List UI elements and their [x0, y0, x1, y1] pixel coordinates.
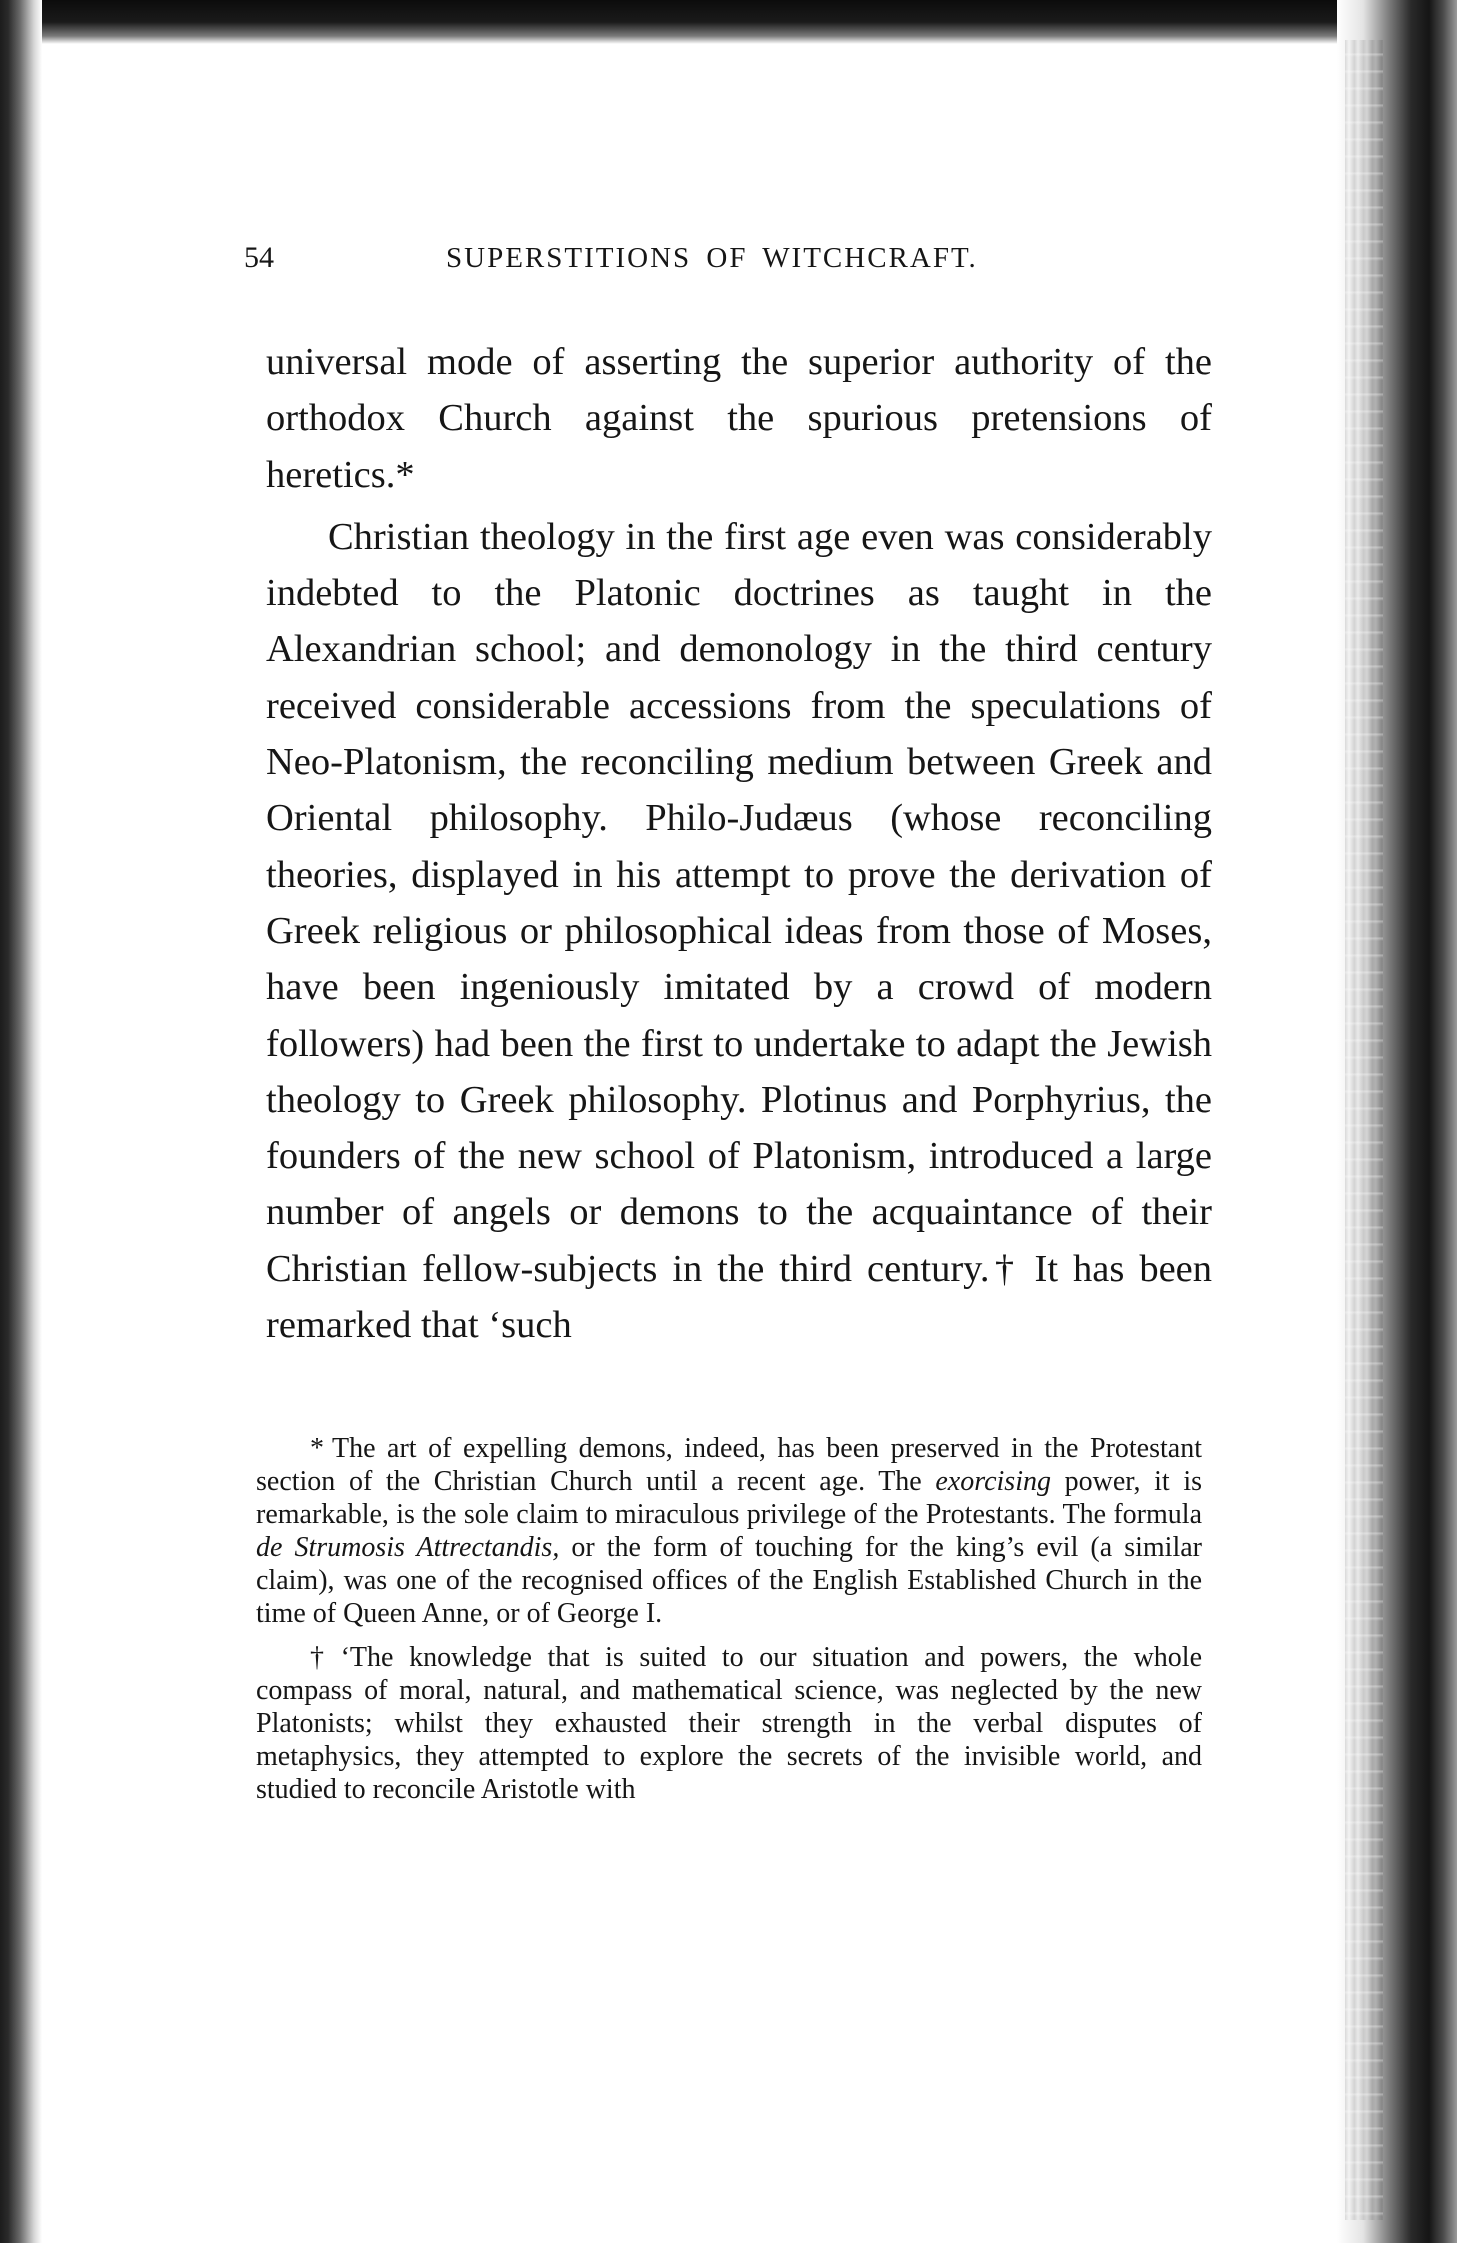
footnote-mark-dagger: † — [310, 1642, 333, 1673]
footnote-italic-term: exorcising — [935, 1466, 1051, 1497]
footnotes — [256, 1432, 1202, 1806]
footnote-dagger — [256, 1641, 1202, 1806]
footnote-text: ‘The knowledge that is suited to our situation and powers, the whole compass of moral, natural, and mathematical science, was neglected by the new Platonists; whilst they exhausted their strength in the verbal disputes of metaphysics, they attempted to explore the secrets of the invisible world, and studied to reconcile Aristotle with — [256, 1642, 1203, 1805]
footnote-text: power, it is remarkable, is the sole claim to miraculous privilege of the Protestants. The formula — [256, 1466, 1202, 1530]
running-title: SUPERSTITIONS OF WITCHCRAFT. — [446, 242, 978, 274]
running-head — [244, 238, 1206, 278]
footnote-italic-formula: de Strumosis Attrectandis, — [256, 1532, 560, 1563]
footnote-mark-asterisk: * — [310, 1433, 324, 1464]
footnote-text: or the form of touching for the king’s evil (a similar claim), was one of the recognised offices of the English Established Church in the time of Queen Anne, or of George I. — [256, 1532, 1202, 1629]
paragraph-continued: universal mode of asserting the superior authority of the orthodox Church against the spurious pretensions of heretics.* — [266, 341, 1212, 496]
paragraph-neo-platonism: Christian theology in the first age even was considerably indebted to the Platonic doctrines as taught in the Alexandrian school; and demonology in the third century received considerable accessions from the speculations of Neo-Platonism, the reconciling medium between Greek and Oriental philosophy. Philo-Judæus (whose reconciling theories, displayed in his attempt to prove the derivation of Greek religious or philosophical ideas from those of Moses, have been ingeniously imitated by a crowd of modern followers) had been the first to undertake to adapt the Jewish theology to Greek philosophy. Plotinus and Porphyrius, the founders of the new school of Platonism, introduced a large number of angels or demons to the acquaintance of their Christian fellow-subjects in the third century.† It has been remarked that ‘such — [266, 515, 1212, 1347]
page-number: 54 — [244, 241, 274, 274]
footnote-asterisk — [256, 1432, 1202, 1630]
footnote-text: The art of expelling demons, indeed, has been preserved in the Protestant section of the Christian Church until a recent age. The — [256, 1433, 1202, 1497]
main-text — [266, 334, 1212, 1353]
